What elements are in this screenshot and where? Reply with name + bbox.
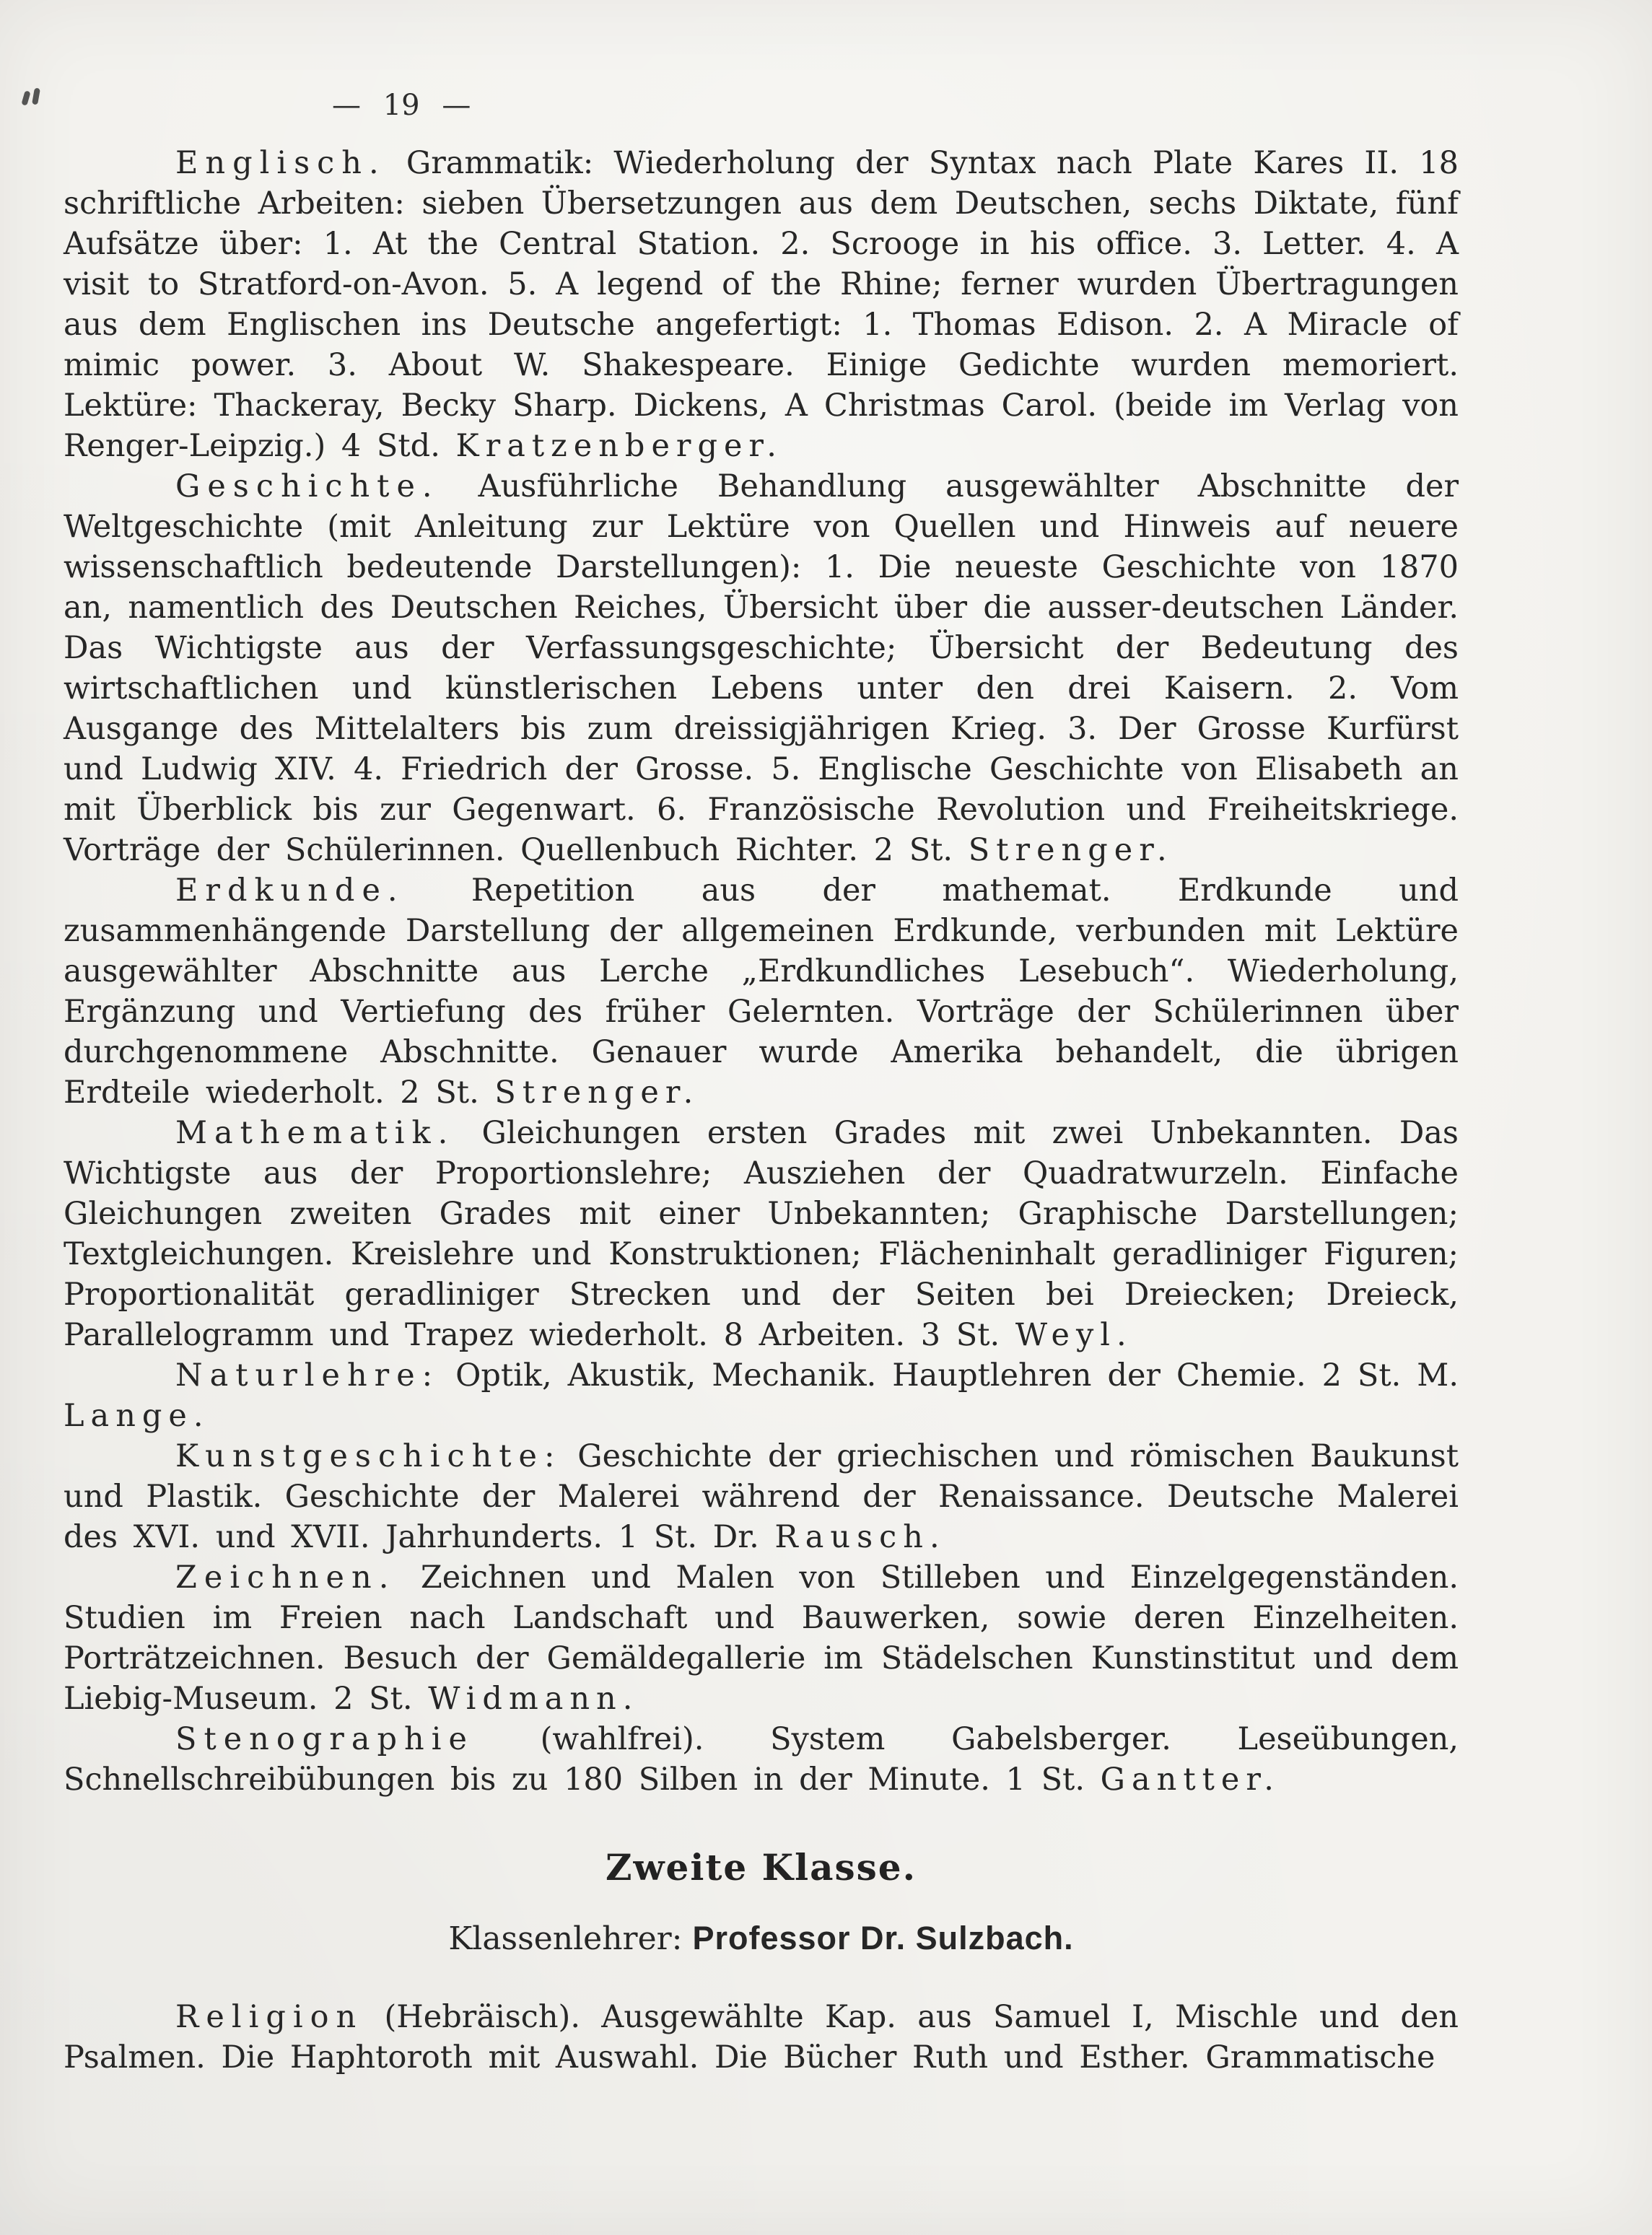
paragraph-naturlehre (64, 1355, 1459, 1436)
subject-lead-zeichnen: Zeichnen. (175, 1560, 396, 1596)
subject-lead-naturlehre: Naturlehre: (175, 1357, 440, 1394)
section-heading: Zweite Klasse. (605, 1846, 917, 1889)
subject-lead-englisch: Englisch. (175, 145, 386, 181)
subject-lead-geschichte: Geschichte. (175, 468, 440, 504)
subject-lead-religion: Religion (175, 1999, 364, 2035)
paragraph-religion (64, 1997, 1459, 2078)
paragraph-mathematik (64, 1113, 1459, 1355)
paragraph-body: Grammatik: Wiederholung der Syntax nach Plate Kares II. 18 schriftliche Arbeiten: sieben Übersetzungen aus dem Deutschen, sechs Diktate, fünf Aufsätze über: 1. At the Central Station. 2. Scrooge in his office. 3. Letter. 4. A visit to Stratford-on-Avon. 5. A legend of the Rhine; ferner wurden Übertragungen aus dem Englischen ins Deutsche angefertigt: 1. Thomas Edison. 2. A Miracle of mimic power. 3. About W. Shakespeare. Einige Gedichte wurden memoriert. Lektüre: Thackeray, Becky Sharp. Dickens, A Christmas Carol. (beide im Verlag von Renger-Leipzig.) 4 Std. (64, 145, 1459, 464)
paragraph-body: Optik, Akustik, Mechanik. Hauptlehren der Chemie. 2 St. M. (455, 1357, 1459, 1394)
subject-lead-stenographie: Stenographie (175, 1721, 474, 1757)
teacher-signature: Lange. (64, 1398, 210, 1434)
subject-lead-mathematik: Mathematik. (175, 1115, 455, 1151)
class-teacher-label: Klassenlehrer: (448, 1920, 683, 1957)
paragraph-geschichte (64, 466, 1459, 870)
paragraph-body: (wahlfrei). System Gabelsberger. Leseübungen, Schnellschreibübungen bis zu 180 Silben in der Minute. 1 St. (64, 1721, 1459, 1798)
teacher-signature: Strenger. (494, 1075, 700, 1111)
paragraph-body: Gleichungen ersten Grades mit zwei Unbekannten. Das Wichtigste aus der Proportionslehre; Ausziehen der Quadratwurzeln. Einfache Gleichungen zweiten Grades mit einer Unbekannten; Graphische Darstellungen; Textgleichungen. Kreislehre und Konstruktionen; Flächeninhalt geradliniger Figuren; Proportionalität geradliniger Strecken und der Seiten bei Dreiecken; Dreieck, Parallelogramm und Trapez wiederholt. 8 Arbeiten. 3 St. (64, 1115, 1459, 1353)
paragraph-body: Repetition aus der mathemat. Erdkunde und zusammenhängende Darstellung der allgemeinen Erdkunde, verbunden mit Lektüre ausgewählter Abschnitte aus Lerche „Erdkundliches Lesebuch“. Wiederholung, Ergänzung und Vertiefung des früher Gelernten. Vorträge der Schülerinnen über durchgenommene Abschnitte. Genauer wurde Amerika behandelt, die übrigen Erdteile wiederholt. 2 St. (64, 872, 1459, 1111)
ink-smudge-mark (22, 88, 43, 115)
teacher-signature: Weyl. (1015, 1317, 1133, 1353)
teacher-signature: Widmann. (428, 1681, 639, 1717)
paragraph-body: Zeichnen und Malen von Stilleben und Einzelgegenständen. Studien im Freien nach Landschaft und Bauwerken, sowie deren Einzelheiten. Porträtzeichnen. Besuch der Gemäldegallerie im Städelschen Kunstinstitut und dem Liebig-Museum. 2 St. (64, 1560, 1459, 1717)
teacher-signature: Rausch. (774, 1519, 946, 1555)
paragraph-englisch (64, 143, 1459, 466)
teacher-signature: Gantter. (1100, 1762, 1280, 1798)
paragraph-kunstgeschichte (64, 1436, 1459, 1557)
paragraph-body: Geschichte der griechischen und römischen Baukunst und Plastik. Geschichte der Malerei während der Renaissance. Deutsche Malerei des XVI. und XVII. Jahrhunderts. 1 St. Dr. (64, 1438, 1459, 1555)
page-number: — 19 — (332, 89, 471, 122)
paragraph-zeichnen (64, 1557, 1459, 1719)
subject-lead-erdkunde: Erdkunde. (175, 872, 405, 909)
class-teacher-name: Professor Dr. Sulzbach. (692, 1920, 1074, 1956)
paragraph-body: Ausführliche Behandlung ausgewählter Abschnitte der Weltgeschichte (mit Anleitung zur Lektüre von Quellen und Hinweis auf neuere wissenschaftlich bedeutende Darstellungen): 1. Die neueste Geschichte von 1870 an, namentlich des Deutschen Reiches, Übersicht über die ausser-deutschen Länder. Das Wichtigste aus der Verfassungsgeschichte; Übersicht der Bedeutung des wirtschaftlichen und künstlerischen Lebens unter den drei Kaisern. 2. Vom Ausgange des Mittelalters bis zum dreissigjährigen Krieg. 3. Der Grosse Kurfürst und Ludwig XIV. 4. Friedrich der Grosse. 5. Englische Geschichte von Elisabeth an mit Überblick bis zur Gegenwart. 6. Französische Revolution und Freiheitskriege. Vorträge der Schülerinnen. Quellenbuch Richter. 2 St. (64, 468, 1459, 868)
paragraph-body: (Hebräisch). Ausgewählte Kap. aus Samuel I, Mischle und den Psalmen. Die Haphtoroth mit Auswahl. Die Bücher Ruth und Esther. Grammatische (64, 1999, 1459, 2076)
teacher-signature: Strenger. (968, 832, 1174, 868)
paragraph-erdkunde (64, 870, 1459, 1113)
paragraph-stenographie (64, 1719, 1459, 1800)
class-teacher-line (64, 1918, 1459, 1959)
teacher-signature: Kratzenberger. (455, 428, 783, 464)
subject-lead-kunstgeschichte: Kunstgeschichte: (175, 1438, 562, 1474)
